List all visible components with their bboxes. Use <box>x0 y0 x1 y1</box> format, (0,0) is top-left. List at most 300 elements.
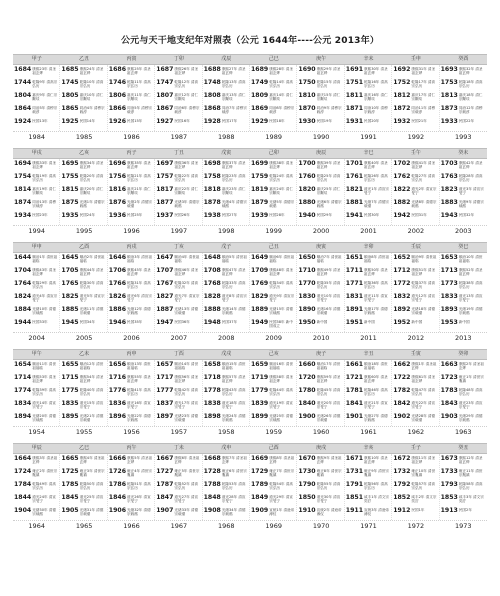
year-entry <box>346 212 390 225</box>
gregorian-year: 1941 <box>345 212 364 219</box>
modern-year: 1985 <box>75 133 93 141</box>
era-description: 光绪29年 清德宗载湉 <box>458 413 483 422</box>
year-entry <box>251 319 295 332</box>
gregorian-year: 1704 <box>14 267 32 274</box>
gregorian-year: 1822 <box>393 186 411 193</box>
gregorian-year: 1761 <box>345 173 364 180</box>
gregorian-year: 1871 <box>345 105 364 112</box>
ganzhi-column <box>13 253 60 332</box>
gregorian-year: 1841 <box>345 400 364 407</box>
year-entry <box>204 186 248 199</box>
gregorian-year: 1882 <box>393 199 411 206</box>
year-entry <box>61 105 105 118</box>
year-entry <box>14 280 58 293</box>
ganzhi-header: 壬子 <box>410 445 421 451</box>
era-description: 乾隆15年 清高宗弘历 <box>316 79 341 88</box>
gregorian-year: 1927 <box>156 118 174 125</box>
era-description: 民国23年 <box>32 212 48 217</box>
era-description: 民国18年 <box>269 118 285 123</box>
ganzhi-header: 甲申 <box>31 244 42 250</box>
era-description: 乾隆47年 清高宗弘历 <box>411 387 436 396</box>
era-description: 同治5年 清穆宗载淳 <box>127 105 153 114</box>
era-description: 嘉庆11年 清仁宗颙琰 <box>127 92 151 101</box>
era-description: 乾隆38年 清高宗弘历 <box>458 280 483 289</box>
year-entry <box>346 481 390 494</box>
year-entry <box>441 92 486 105</box>
era-description: 光绪21年 清德宗载湉 <box>79 413 104 422</box>
year-entry <box>393 160 437 173</box>
era-description: 康熙3年 清圣祖玄烨 <box>32 455 58 464</box>
era-description: 雍正10年 清世宗胤禛 <box>411 468 436 477</box>
era-description: 同治4年 清穆宗载淳 <box>79 105 105 114</box>
gregorian-year: 1895 <box>61 413 79 420</box>
gregorian-year: 1646 <box>108 254 127 261</box>
ganzhi-column <box>440 65 487 131</box>
modern-year: 1960 <box>312 428 330 436</box>
year-entry <box>204 494 248 507</box>
era-description: 乾隆51年 清高宗弘历 <box>127 481 151 490</box>
year-entry <box>393 306 437 319</box>
ganzhi-column <box>13 159 60 225</box>
era-description: 乾隆18年 清高宗弘历 <box>458 79 483 88</box>
ganzhi-column <box>155 159 202 225</box>
gregorian-year: 1907 <box>156 507 174 514</box>
era-description: 康熙43年 清圣祖玄烨 <box>32 267 56 276</box>
gregorian-year: 1716 <box>108 374 127 381</box>
era-description: 乾隆16年 清高宗弘历 <box>364 79 388 88</box>
year-entry <box>441 306 486 319</box>
year-entry <box>393 494 437 507</box>
cycle-band <box>13 349 487 438</box>
gregorian-year: 1749 <box>251 79 269 86</box>
gregorian-year: 1762 <box>393 173 411 180</box>
ganzhi-header: 庚午 <box>316 56 327 62</box>
year-entry <box>61 468 105 481</box>
ganzhi-header: 辛未 <box>363 56 374 62</box>
era-description: 道光13年 清宣宗旻宁 <box>458 293 483 302</box>
gregorian-year: 1714 <box>14 374 32 381</box>
gregorian-year: 1747 <box>156 79 174 86</box>
era-description: 康熙5年 清圣祖玄烨 <box>127 455 153 464</box>
year-entry <box>61 199 105 212</box>
year-entry <box>393 79 437 92</box>
year-entry <box>298 400 342 413</box>
gregorian-year: 1685 <box>61 66 79 73</box>
ganzhi-header: 丁酉 <box>173 351 184 357</box>
year-entry <box>109 186 153 199</box>
gregorian-year: 1701 <box>345 160 364 167</box>
year-entry <box>393 173 437 186</box>
gregorian-year: 1793 <box>440 481 458 488</box>
gregorian-year: 1772 <box>393 280 411 287</box>
gregorian-year: 1728 <box>203 468 221 475</box>
year-entry <box>14 92 58 105</box>
era-description: 康熙42年 清圣祖玄烨 <box>458 160 483 169</box>
era-description: 雍正6年 清世宗胤禛 <box>221 468 247 477</box>
ganzhi-column <box>297 360 344 426</box>
gregorian-year: 1897 <box>156 413 174 420</box>
year-entry <box>204 105 248 118</box>
gregorian-year: 1925 <box>61 118 79 125</box>
modern-year: 2012 <box>407 334 425 342</box>
era-description: 同治10年 清穆宗载淳 <box>364 105 388 114</box>
gregorian-year: 1864 <box>14 105 32 112</box>
era-description: 光绪33年 清德宗载湉 <box>174 507 199 516</box>
era-description: 康熙36年 清圣祖玄烨 <box>174 160 199 169</box>
gregorian-year: 1715 <box>61 374 79 381</box>
era-description: 民国2年 <box>458 507 472 512</box>
era-description: 康熙26年 清圣祖玄烨 <box>174 66 199 75</box>
gregorian-year: 1883 <box>440 199 458 206</box>
year-entry <box>393 66 437 79</box>
year-entry <box>346 455 390 468</box>
ganzhi-header: 癸卯 <box>458 351 469 357</box>
gregorian-year: 1950 <box>298 319 316 326</box>
era-description: 雍正8年 清世宗胤禛 <box>316 468 342 477</box>
gregorian-year: 1724 <box>14 468 32 475</box>
year-entry <box>298 468 342 481</box>
gregorian-year: 1669 <box>251 455 269 462</box>
year-entry <box>441 507 486 520</box>
era-description: 道光19年 清宣宗旻宁 <box>269 400 293 409</box>
cycle-band <box>13 54 487 143</box>
year-entry <box>251 374 295 387</box>
era-description: 光绪4年 清德宗载湉 <box>221 199 247 208</box>
ganzhi-column <box>392 159 439 225</box>
ganzhi-column <box>345 454 392 520</box>
era-description: 顺治11年 清世祖福临 <box>32 361 56 370</box>
gregorian-year: 1658 <box>203 361 221 368</box>
era-description: 乾隆35年 清高宗弘历 <box>316 280 341 289</box>
year-entry <box>441 413 486 426</box>
gregorian-year: 1849 <box>251 494 269 501</box>
gregorian-year: 1791 <box>345 481 364 488</box>
ganzhi-header-row <box>13 349 487 360</box>
gregorian-year: 1878 <box>203 199 221 206</box>
ganzhi-column <box>250 360 297 426</box>
era-description: 宣统3年 清逊帝溥仪 <box>364 507 390 516</box>
gregorian-year: 1732 <box>393 468 411 475</box>
year-entry <box>441 400 486 413</box>
gregorian-year: 1834 <box>14 400 32 407</box>
modern-year: 1995 <box>75 227 93 235</box>
modern-year: 1990 <box>312 133 330 141</box>
gregorian-year: 1815 <box>61 186 79 193</box>
gregorian-year: 1873 <box>440 105 458 112</box>
era-description: 乾隆34年 清高宗弘历 <box>269 280 293 289</box>
era-description: 同治6年 清穆宗载淳 <box>174 105 200 114</box>
gregorian-year: 1647 <box>156 254 174 261</box>
ganzhi-column <box>108 360 155 426</box>
year-entry <box>109 455 153 468</box>
era-description: 光绪15年 清德宗载湉 <box>269 306 293 315</box>
year-entry <box>109 79 153 92</box>
era-description: 乾隆12年 清高宗弘历 <box>174 79 199 88</box>
ganzhi-header: 丙子 <box>126 150 137 156</box>
year-entry <box>109 306 153 319</box>
gregorian-year: 1659 <box>251 361 269 368</box>
year-entry <box>156 173 200 186</box>
gregorian-year: 1910 <box>298 507 316 514</box>
era-description: 同治8年 清穆宗载淳 <box>269 105 295 114</box>
year-entry <box>156 118 200 131</box>
ganzhi-header: 乙亥 <box>79 150 90 156</box>
year-grid <box>13 454 487 520</box>
gregorian-year: 1851 <box>345 494 364 501</box>
gregorian-year: 1888 <box>203 306 221 313</box>
modern-year: 2008 <box>218 334 235 342</box>
era-description: 咸丰3年 清文宗奕詝 <box>458 494 484 503</box>
gregorian-year: 1806 <box>108 92 127 99</box>
era-description: 民国28年 <box>269 212 285 217</box>
gregorian-year: 1700 <box>298 160 316 167</box>
year-entry <box>14 79 58 92</box>
era-description: 同治3年 清穆宗载淳 <box>32 105 58 114</box>
gregorian-year: 1780 <box>298 387 316 394</box>
gregorian-year: 1663 <box>440 361 458 368</box>
year-entry <box>156 66 200 79</box>
gregorian-year: 1694 <box>14 160 32 167</box>
gregorian-year: 1836 <box>108 400 127 407</box>
year-entry <box>61 280 105 293</box>
year-entry <box>441 319 486 332</box>
era-description: 嘉庆9年 清仁宗颙琰 <box>32 92 58 101</box>
modern-year: 2013 <box>455 334 472 342</box>
gregorian-year: 1896 <box>108 413 127 420</box>
year-entry <box>14 293 58 306</box>
era-description: 民国16年 <box>174 118 190 123</box>
modern-year: 1965 <box>75 522 93 530</box>
year-entry <box>156 212 200 225</box>
year-entry <box>204 293 248 306</box>
gregorian-year: 1767 <box>156 280 174 287</box>
era-description: 光绪8年 清德宗载湉 <box>411 199 437 208</box>
year-entry <box>156 105 200 118</box>
era-description: 道光17年 清宣宗旻宁 <box>174 400 199 409</box>
era-description: 道光9年 清宣宗旻宁 <box>269 293 295 302</box>
era-description: 宣统1年 清逊帝溥仪 <box>269 507 295 516</box>
gregorian-year: 1934 <box>14 212 32 219</box>
gregorian-year: 1653 <box>440 254 458 261</box>
era-description: 光绪19年 清德宗载湉 <box>458 306 483 315</box>
era-description: 民国35年 <box>127 319 143 324</box>
era-description: 光绪13年 清德宗载湉 <box>174 306 199 315</box>
modern-year: 2003 <box>455 227 472 235</box>
year-entry <box>251 66 295 79</box>
era-description: 雍正3年 清世宗胤禛 <box>79 468 105 477</box>
gregorian-year: 1748 <box>203 79 221 86</box>
ganzhi-header: 己巳 <box>268 56 279 62</box>
ganzhi-column <box>108 65 155 131</box>
year-entry <box>204 319 248 332</box>
year-entry <box>61 160 105 173</box>
gregorian-year: 1757 <box>156 173 174 180</box>
year-entry <box>441 199 486 212</box>
gregorian-year: 1660 <box>298 361 316 368</box>
era-description: 道光28年 清宣宗旻宁 <box>221 494 246 503</box>
era-description: 雍正7年 清世宗胤禛 <box>269 468 295 477</box>
era-description: 乾隆52年 清高宗弘历 <box>174 481 199 490</box>
era-description: 康熙27年 清圣祖玄烨 <box>221 66 246 75</box>
era-description: 乾隆19年 清高宗弘历 <box>32 173 56 182</box>
era-description: 同治7年 清穆宗载淳 <box>221 105 247 114</box>
era-description: 民国33年 <box>32 319 48 324</box>
year-entry <box>393 387 437 400</box>
year-entry <box>251 118 295 131</box>
era-description: 康熙8年 清圣祖玄烨 <box>269 455 295 464</box>
year-entry <box>298 199 342 212</box>
gregorian-year: 1705 <box>61 267 79 274</box>
era-description: 乾隆46年 清高宗弘历 <box>364 387 388 396</box>
era-description: 道光23年 清宣宗旻宁 <box>458 400 483 409</box>
ganzhi-column <box>297 65 344 131</box>
era-description: 乾隆10年 清高宗弘历 <box>79 79 104 88</box>
era-description: 光绪27年 清德宗载湉 <box>364 413 388 422</box>
era-description: 康熙34年 清圣祖玄烨 <box>79 160 104 169</box>
year-entry <box>109 160 153 173</box>
era-description: 乾隆24年 清高宗弘历 <box>269 173 293 182</box>
modern-year: 2001 <box>360 227 377 235</box>
year-entry <box>251 455 295 468</box>
era-description: 道光26年 清宣宗旻宁 <box>127 494 151 503</box>
year-entry <box>251 186 295 199</box>
gregorian-year: 1684 <box>14 66 32 73</box>
year-entry <box>346 280 390 293</box>
era-description: 道光29年 清宣宗旻宁 <box>269 494 293 503</box>
year-entry <box>393 280 437 293</box>
ganzhi-header-row <box>13 242 487 253</box>
gregorian-year: 1931 <box>345 118 364 125</box>
gregorian-year: 1868 <box>203 105 221 112</box>
year-entry <box>298 267 342 280</box>
ganzhi-header: 癸酉 <box>458 56 469 62</box>
year-entry <box>61 66 105 79</box>
ganzhi-header: 癸丑 <box>458 445 469 451</box>
era-description: 道光24年 清宣宗旻宁 <box>32 494 56 503</box>
era-description: 康熙32年 清圣祖玄烨 <box>458 66 483 75</box>
year-entry <box>298 280 342 293</box>
gregorian-year: 1807 <box>156 92 174 99</box>
era-description: 顺治6年 清世祖福临 <box>269 254 295 263</box>
ganzhi-column <box>345 159 392 225</box>
ganzhi-column <box>345 360 392 426</box>
year-entry <box>61 400 105 413</box>
year-entry <box>61 319 105 332</box>
era-description: 道光30年 清宣宗旻宁 <box>316 494 341 503</box>
era-description: 乾隆36年 清高宗弘历 <box>364 280 388 289</box>
year-entry <box>441 212 486 225</box>
year-entry <box>156 468 200 481</box>
gregorian-year: 1884 <box>14 306 32 313</box>
era-description: 道光6年 清宣宗旻宁 <box>127 293 153 302</box>
era-description: 乾隆54年 清高宗弘历 <box>269 481 293 490</box>
gregorian-year: 1656 <box>108 361 127 368</box>
modern-year-row <box>13 225 487 237</box>
year-entry <box>61 186 105 199</box>
year-entry <box>298 293 342 306</box>
ganzhi-header: 庚戌 <box>316 445 327 451</box>
year-entry <box>346 387 390 400</box>
ganzhi-header: 丙午 <box>126 445 137 451</box>
era-description: 咸丰1年 清文宗奕詝 <box>364 494 390 503</box>
gregorian-year: 1769 <box>251 280 269 287</box>
year-entry <box>14 468 58 481</box>
ganzhi-column <box>155 253 202 332</box>
era-description: 康熙10年 清圣祖玄烨 <box>364 455 388 464</box>
year-entry <box>298 118 342 131</box>
ganzhi-column <box>108 159 155 225</box>
year-entry <box>61 481 105 494</box>
ganzhi-header: 壬辰 <box>410 244 421 250</box>
gregorian-year: 1911 <box>345 507 364 514</box>
gregorian-year: 1951 <box>345 319 364 326</box>
ganzhi-header: 己卯 <box>268 150 279 156</box>
era-description: 顺治3年 清世祖福临 <box>127 254 153 263</box>
era-description: 康熙59年 清圣祖玄烨 <box>316 374 341 383</box>
gregorian-year: 1840 <box>298 400 316 407</box>
year-entry <box>109 400 153 413</box>
year-entry <box>156 413 200 426</box>
year-entry <box>346 186 390 199</box>
era-description: 康熙39年 清圣祖玄烨 <box>316 160 341 169</box>
era-description: 道光14年 清宣宗旻宁 <box>32 400 56 409</box>
era-description: 光绪17年 清德宗载湉 <box>364 306 388 315</box>
year-entry <box>441 267 486 280</box>
gregorian-year: 1758 <box>203 173 221 180</box>
cycle-band <box>13 148 487 237</box>
gregorian-year: 1891 <box>345 306 364 313</box>
gregorian-year: 1939 <box>251 212 269 219</box>
ganzhi-header: 戊戌 <box>221 351 232 357</box>
era-description: 雍正9年 清世宗胤禛 <box>364 468 390 477</box>
year-entry <box>61 361 105 374</box>
year-entry <box>251 306 295 319</box>
era-description: 光绪26年 清德宗载湉 <box>316 413 341 422</box>
modern-year: 1955 <box>75 428 93 436</box>
gregorian-year: 1781 <box>345 387 364 394</box>
gregorian-year: 1788 <box>203 481 221 488</box>
gregorian-year: 1699 <box>251 160 269 167</box>
ganzhi-column <box>60 159 107 225</box>
modern-year: 2000 <box>312 227 330 235</box>
era-description: 雍正11年 清世宗胤禛 <box>458 468 483 477</box>
year-entry <box>346 468 390 481</box>
era-description: 民国24年 <box>79 212 95 217</box>
era-description: 光绪1年 清德宗载湉 <box>79 199 105 208</box>
gregorian-year: 1792 <box>393 481 411 488</box>
ganzhi-column <box>392 454 439 520</box>
gregorian-year: 1811 <box>345 92 364 99</box>
gregorian-year: 1654 <box>14 361 32 368</box>
ganzhi-header: 甲戌 <box>31 150 42 156</box>
year-entry <box>14 105 58 118</box>
era-description: 道光15年 清宣宗旻宁 <box>79 400 104 409</box>
year-entry <box>109 199 153 212</box>
gregorian-year: 1717 <box>156 374 174 381</box>
cycle-band <box>13 443 487 532</box>
year-entry <box>346 79 390 92</box>
year-entry <box>393 413 437 426</box>
gregorian-year: 1744 <box>14 79 32 86</box>
modern-year: 1971 <box>360 522 377 530</box>
era-description: 光绪28年 清德宗载湉 <box>411 413 436 422</box>
era-description: 新中国 <box>364 319 375 324</box>
ganzhi-header: 戊辰 <box>221 56 232 62</box>
era-description: 乾隆14年 清高宗弘历 <box>269 79 293 88</box>
ganzhi-column <box>440 253 487 332</box>
gregorian-year: 1668 <box>203 455 221 462</box>
era-description: 顺治18年 清世祖福临 <box>364 361 388 370</box>
